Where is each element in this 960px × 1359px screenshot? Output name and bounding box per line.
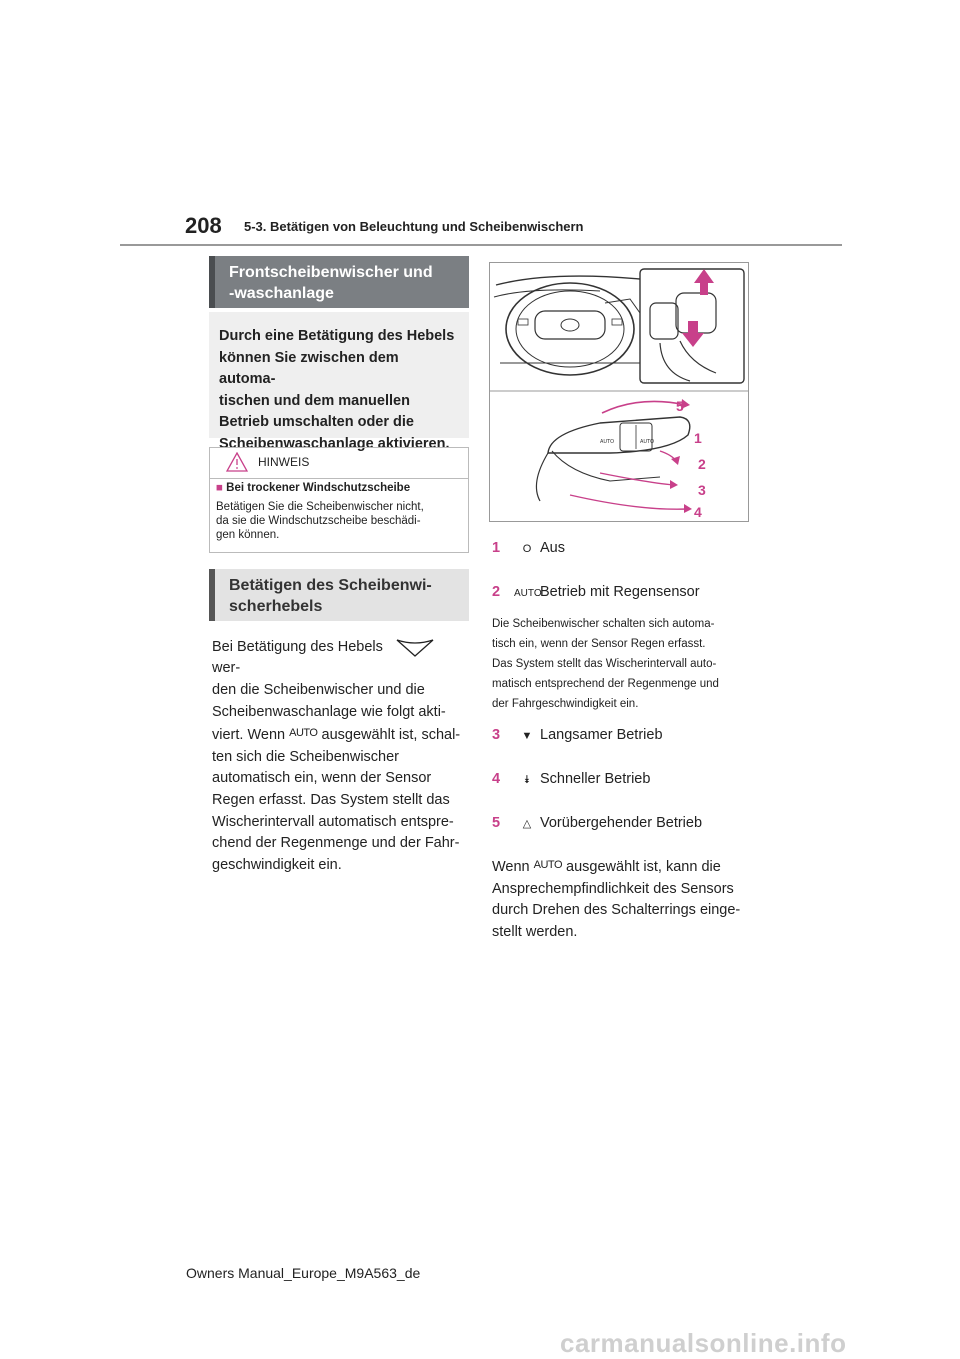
note-label: HINWEIS	[258, 455, 310, 469]
watermark: carmanualsonline.info	[560, 1328, 847, 1358]
list-item: 1 O Aus	[492, 540, 565, 556]
wiper-lever-figure	[489, 262, 749, 522]
page-number: 208	[185, 213, 222, 238]
high-speed-icon: ⯯	[523, 774, 531, 786]
item2-detail: Die Scheibenwischer schalten sich automa- tisch ein, wenn der Sensor Regen erfasst. Das System stellt das Wischerintervall auto- matisch entsprechend der Regenmenge und der Fahrgeschwindigkeit ein.	[492, 618, 719, 710]
body-paragraph: Bei Betätigung des Hebels wer- den die Scheibenwischer und die Scheibenwaschanlage wie folgt akti- viert. Wenn $^{AUTO}$ ausgewählt ist, schal- ten sich die Scheibenwischer automatisch ein, wenn der Sensor Regen erfasst. Das System stellt das Wischerintervall automatisch entspre- chend der Regenmenge und der Fahr- geschwindigkeit ein.	[212, 636, 468, 876]
note-title: ■ Bei trockener Windschutzscheibe	[216, 482, 411, 494]
wiper-lever-illustration	[490, 263, 748, 521]
header-divider	[120, 244, 842, 246]
callout-3: 3	[698, 482, 706, 498]
warning-triangle-icon	[226, 452, 248, 472]
mist-icon: △	[522, 818, 532, 830]
note-text: Betätigen Sie die Scheibenwischer nicht, da sie die Windschutzscheibe beschädi- gen können.	[216, 501, 424, 541]
lever-auto-label: AUTO	[600, 439, 615, 445]
list-item: 4 ⯯ Schneller Betrieb	[492, 771, 651, 787]
sensitivity-paragraph: Wenn $^{AUTO}$ ausgewählt ist, kann die Ansprechempfindlichkeit des Sensors durch Drehen des Schalterrings einge- stellt werden.	[492, 859, 741, 940]
footer: Owners Manual_Europe_M9A563_de	[186, 1265, 421, 1281]
list-item: 3 ▼ Langsamer Betrieb	[492, 727, 663, 743]
callout-1: 1	[694, 430, 702, 446]
callout-2: 2	[698, 456, 706, 472]
lever-auto-label: AUTO	[640, 439, 655, 445]
callout-5: 5	[676, 398, 684, 414]
list-item: 5 △ Vorübergehender Betrieb	[492, 815, 703, 831]
low-speed-icon: ▼	[521, 730, 533, 742]
auto-mode-icon: AUTO	[533, 859, 563, 871]
note-box	[209, 447, 469, 553]
callout-4: 4	[694, 504, 702, 520]
section-heading-wiper-lever: Betätigen des Scheibenwi- scherhebels	[209, 569, 469, 621]
chapter-title: 5-3. Betätigen von Beleuchtung und Scheibenwischern	[244, 219, 584, 234]
list-item: 2 AUTOBetrieb mit Regensensor	[492, 584, 700, 600]
auto-mode-icon: AUTO	[514, 588, 542, 599]
off-icon: O	[522, 543, 532, 555]
intro-box: Durch eine Betätigung des Hebels können Sie zwischen dem automa- tischen und dem manuellen Betrieb umschalten oder die Scheibenwaschanlage aktivieren.	[209, 312, 469, 438]
section-heading-front-wiper: Frontscheibenwischer und -waschanlage	[209, 256, 469, 308]
wiper-icon	[391, 636, 439, 658]
square-bullet-icon: ■	[216, 482, 223, 494]
auto-mode-icon: AUTO	[289, 727, 318, 740]
